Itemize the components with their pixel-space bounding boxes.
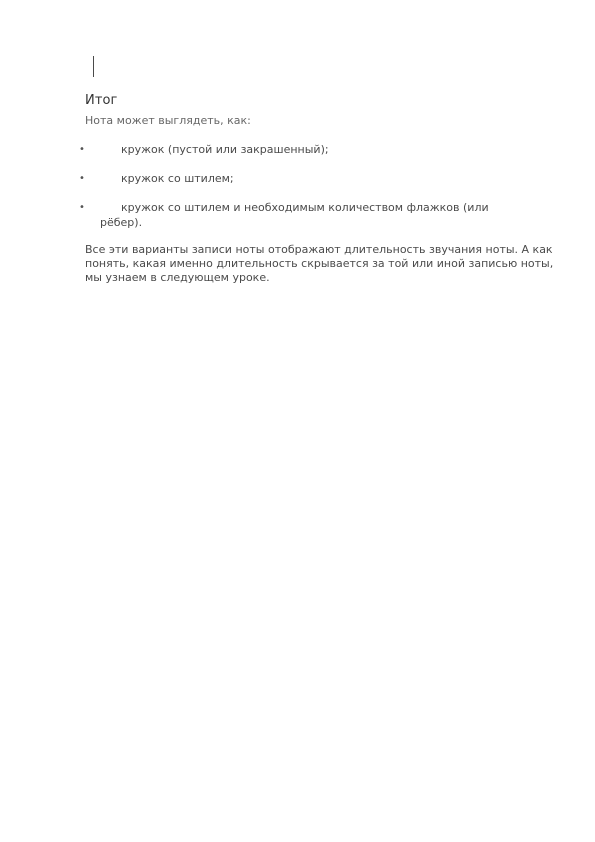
list-item xyxy=(0,171,595,186)
bullet-icon: • xyxy=(79,173,85,184)
summary-paragraph: Все эти варианты записи ноты отображают длительность звучания ноты. А как понять, какая именно длительность скрывается за той или иной записью ноты, мы узнаем в следующем уроке. xyxy=(85,243,554,284)
list-item-text: кружок (пустой или закрашенный); xyxy=(121,143,329,156)
list-item xyxy=(0,200,595,230)
list-item-text: кружок со штилем; xyxy=(121,172,234,185)
list-item-text: кружок со штилем и необходимым количеством флажков (или рёбер). xyxy=(100,201,489,229)
intro-text: Нота может выглядеть, как: xyxy=(85,114,251,127)
list-item xyxy=(0,142,595,157)
section-heading: Итог xyxy=(85,93,118,108)
bullet-icon: • xyxy=(79,202,85,213)
note-forms-list xyxy=(0,142,595,244)
bullet-icon: • xyxy=(79,144,85,155)
text-cursor xyxy=(93,56,94,77)
